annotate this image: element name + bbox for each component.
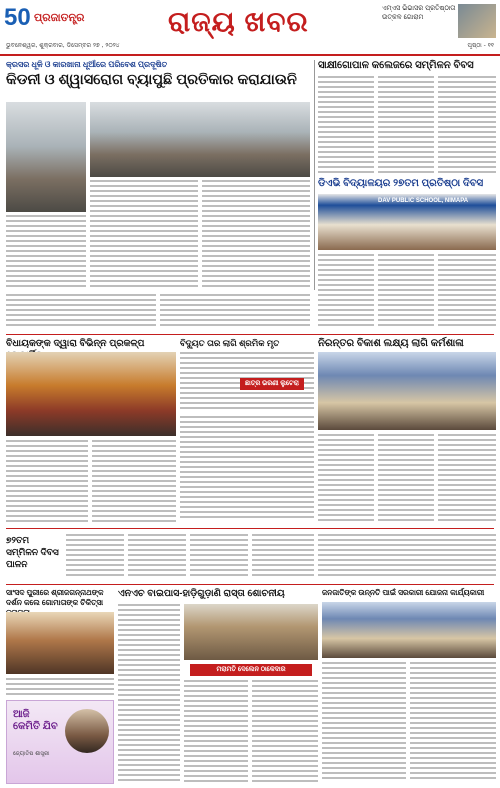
- lead-continuation: [6, 294, 156, 332]
- dav-body-col3: [438, 254, 496, 328]
- mp-body: [6, 678, 114, 698]
- workshop-photo: [318, 352, 496, 430]
- logo-name: ପ୍ରଜାତନ୍ତ୍ର: [34, 12, 85, 24]
- dav-banner: DAV PUBLIC SCHOOL, NIMAPA: [378, 198, 469, 204]
- dav-body-col1: [318, 254, 374, 328]
- horoscope-title: ଆଜି କେମିତି ଯିବ: [13, 709, 58, 732]
- dav-headline[interactable]: ଡିଏଭି ବିଦ୍ୟାଳୟର ୨୭ତମ ପ୍ରତିଷ୍ଠା ଦିବସ: [318, 178, 484, 189]
- column-divider: [314, 60, 315, 290]
- logo-anniversary-number: 50: [4, 4, 31, 31]
- workshop-body-col2: [378, 434, 434, 524]
- lead-headline[interactable]: କିଡନୀ ଓ ଶ୍ୱାସରୋଗ ବ୍ୟାପୁଛି ପ୍ରତିକାର କରାଯାଉନି: [6, 72, 297, 88]
- electric-headline[interactable]: ବିଦ୍ୟୁତ ତାର ଲାଗି ଶ୍ରମିକ ମୃତ: [180, 338, 280, 348]
- electric-callout: ଛାତ୍ର ଭରଣୀ ଲୁଟେରା: [240, 378, 304, 390]
- horoscope-sub: ଜ୍ୟୋତିଷ ଶାସ୍ତ୍ରୀ: [13, 751, 50, 757]
- workshop-body-col1: [318, 434, 374, 524]
- lead-body-col2: [90, 180, 198, 290]
- bypass-body-col1: [118, 604, 180, 784]
- anniversary-body-col3: [190, 534, 248, 580]
- lead-photo-left: [6, 102, 86, 212]
- college-body-col1: [318, 76, 374, 174]
- lead-photo-main: [90, 102, 310, 177]
- section-rule-3: [6, 584, 494, 585]
- electric-body-2: [180, 416, 314, 524]
- mp-headline[interactable]: ସାଂସଦ ପୁରୀରେ ଶ୍ରୀଜଗନ୍ନାଥଙ୍କ ଦର୍ଶନ କଲେ ଗୋମାତାଙ୍କ ଚିକିତ୍ସା: [6, 588, 104, 607]
- dav-photo: [318, 194, 496, 250]
- mla-body-col2: [92, 440, 176, 524]
- astrologer-portrait: [65, 709, 109, 753]
- right-bottom-headline[interactable]: ଜନଜାତିଙ୍କ ଉନ୍ନତି ପାଇଁ ସରକାରୀ ଯୋଜନା କାର୍ଯ୍ୟକାରୀ: [322, 588, 485, 597]
- right-bottom-body-col1: [322, 662, 406, 784]
- college-body-col3: [438, 76, 496, 174]
- bypass-callout: ମରାମତି ଦେଲେନ ଠାକେଦାର: [190, 664, 312, 676]
- mla-photo: [6, 352, 176, 436]
- lead-kicker: କ୍ରସର ଧୂଳି ଓ କାରଖାନା ଧୂଆଁରେ ପରିବେଶ ପ୍ରଦୂଷିତ: [6, 60, 168, 69]
- mla-headline[interactable]: ବିଧାୟକଙ୍କ ଦ୍ୱାରା ବିଭିନ୍ନ ପ୍ରକଳ୍ପ: [6, 338, 145, 349]
- anniversary-headline[interactable]: ୭୨ତମ ସମ୍ମିଳନ ଦିବସ ପାଳନ: [6, 535, 59, 569]
- bypass-headline[interactable]: ଏନଏଚ ବାଇପାସ-ହାଡ଼ିଗୁଡ଼ାଣି ରାସ୍ତା ଶୋଚନୀୟ: [118, 588, 285, 599]
- bypass-body-col3: [252, 680, 318, 784]
- workshop-body-col3: [438, 434, 496, 524]
- workshop-continuation: [318, 534, 496, 580]
- lead-body-col1: [6, 215, 86, 290]
- right-bottom-body-col2: [410, 662, 496, 784]
- right-bottom-photo: [322, 602, 496, 658]
- bypass-photo: [184, 604, 318, 660]
- workshop-headline[interactable]: ନିରନ୍ତର ବିକାଶ ଲକ୍ଷ୍ୟ ଲାଗି କର୍ମଶାଳା: [318, 338, 464, 349]
- anniversary-body-col4: [252, 534, 314, 580]
- promo-photo: [458, 4, 496, 38]
- newspaper-logo[interactable]: [4, 4, 114, 38]
- mla-body-col1: [6, 440, 88, 524]
- anniversary-body-col2: [128, 534, 186, 580]
- horoscope-box[interactable]: [6, 700, 114, 784]
- dateline: ଭୁବନେଶ୍ୱର, ଶୁକ୍ରବାର, ଡିସେମ୍ବର ୨୭ , ୨୦୨୪: [6, 42, 120, 49]
- lead-continuation-2: [160, 294, 310, 332]
- college-headline[interactable]: ସାକ୍ଷୀଗୋପାଳ କଲେଜରେ ସମ୍ମିଳନ ବିବସ: [318, 60, 474, 71]
- section-rule-2: [6, 528, 494, 529]
- anniversary-body-col1: [66, 534, 124, 580]
- mp-photo: [6, 612, 114, 674]
- lead-body-col3: [202, 180, 310, 290]
- masthead: [0, 0, 500, 56]
- page-number: ପୃଷ୍ଠା - ୧୧: [467, 42, 494, 49]
- bypass-body-col2: [184, 680, 248, 784]
- section-rule: [6, 334, 494, 335]
- college-body-col2: [378, 76, 434, 174]
- promo-text[interactable]: ଏମ୍‌ଏସ ଭିଭାସର ପ୍ରତିଷ୍ଠାତା ଉତ୍କଳ ଗୋରାମ: [382, 4, 456, 21]
- section-title: ରାଜ୍ୟ ଖବର: [168, 6, 309, 37]
- dav-body-col2: [378, 254, 434, 328]
